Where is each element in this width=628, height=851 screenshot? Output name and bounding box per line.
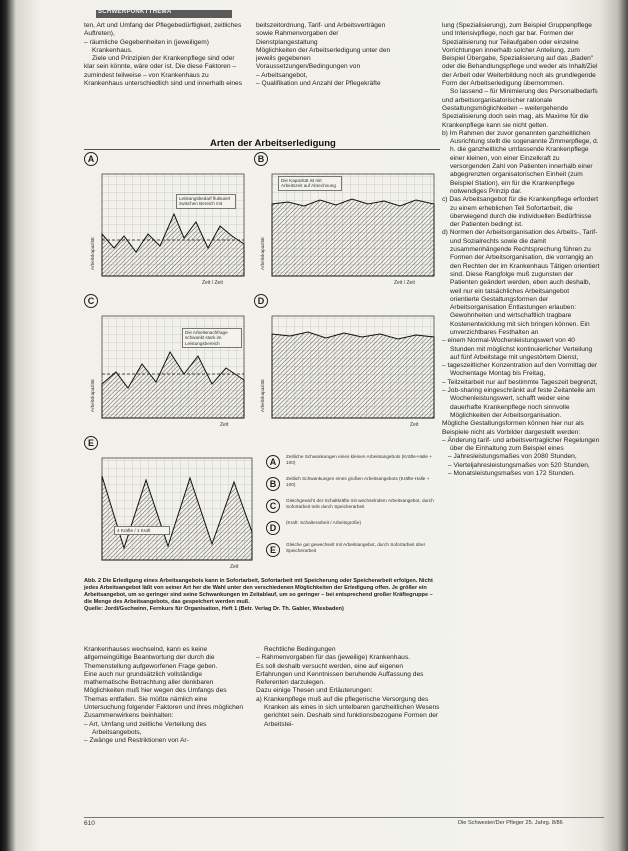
paragraph: b) Im Rahmen der zuvor genannten ganzheitlichen Ausrichtung stellt die sogenannte Zimmerpflege, d. h. die ganzheitliche umfassende Krankenpflege einer kleinen, von einer Einzelkraft zu versorgenden Zahl von Patienten innerhalb einer abgegrenzten organisatorischen Einheit (zum Beispiel Station), ein für die Krankenpflege notwendiges Prinzip dar. (442, 129, 599, 195)
panel-letter-c: C (84, 294, 98, 308)
panel-letter-e: E (84, 436, 98, 450)
panel-e-graph (84, 436, 260, 574)
paragraph: a) Krankenpflege muß auf die pflegerische Versorgung des Kranken als eines in sich untelbaren ganzheitlichen Wesens gerichtet sein. Deshalb sind funktionsbezogene Formen der Arbeitstei- (256, 695, 440, 728)
paragraph: – Jahresleistungsmaßes von 2080 Stunden, (448, 453, 577, 461)
paragraph: – Monatsleistungsmaßes von 172 Stunden. (448, 470, 575, 478)
panel-e-note: 4 Kräfte / 1 Kraft (114, 526, 170, 535)
legend-row-e (262, 540, 440, 562)
figure-legend (262, 452, 440, 562)
panel-c-graph (84, 294, 252, 432)
legend-row-b (262, 474, 440, 496)
paragraph: – Qualifikation und Anzahl der Pflegekräfte (256, 80, 381, 88)
paragraph: c) Das Arbeitsangebot für die Krankenpflege erfordert zu einem erheblichen Teil Sofortarbeit, die überwiegend durch die individuellen Bedürfnisse der Patienten bedingt ist. (442, 196, 599, 229)
panel-c-y-label: Arbeitskapazität (90, 379, 95, 412)
legend-row-d (262, 518, 440, 540)
caption-source: Quelle: Jordi/Gschwinn, Fernkurs für Organisation, Heft 1 (Betr. Verlag Dr. Th. Gabler, Wiesbaden) (84, 606, 344, 612)
paragraph: Ziele und Prinzipien der Krankenpflege sind oder klar sein könnte, wäre oder ist. Die diese Faktoren – zumindest teilweise – von Krankenhaus zu Krankenhaus unterschiedlich sind und innerhalb eines (84, 55, 242, 88)
legend-text: Zeitliche Schwankungen eines kleinen Arbeitsangebots (Kräfte-Halle + 100) (286, 454, 433, 465)
paragraph: Mögliche Gestaltungsformen können hier nur als Beispiele nicht als Vorbilder dargestellt werden: (442, 420, 584, 436)
legend-text: Zeitlich Schwankungen eines großen Arbeitsangebots (Kräfte-Halle + 100) (286, 476, 430, 487)
paragraph: Dazu einige Thesen und Erläuterungen: (256, 687, 373, 695)
paragraph: ten, Art und Umfang der Pflegebedürftigkeit, zeitliches Auftreten), (84, 22, 242, 38)
paragraph: – Rahmenvorgaben für das (jeweilige) Krankenhaus. (256, 654, 410, 662)
panel-b-note: Die Kapazität ist mit Arbeitszeit auf Abrechnung (278, 176, 342, 191)
panel-a-note: Leistungsbedarf fluktuiert zwischen Bereich mit (176, 194, 236, 209)
paragraph: d) Normen der Arbeitsorganisation des Arbeits-, Tarif- und Sozialrechts sowie die damit zusammenhängende Rechtsprechung führen zu Formen der Arbeitsorganisation, die vorrangig an den Rechten der im Krankenhaus Tätigen orientiert sind. Diese Rangfolge muß zugunsten der Patienten geändert werden, eben auch deshalb, weil nur ein tatsächliches Arbeitsangebot orientierte Gestaltungsformen der Arbeitsorganisation Entlastungen erlauben: Gewohnheiten und wirtschaftlich tragbare Kostenentwicklung mit sich bringen können. Ein unverzichtbares Festhalten an (442, 229, 600, 336)
figure-caption (84, 578, 440, 613)
paragraph: – einem Normal-Wochenleistungswert von 40 Stunden mit möglichst kontinuierlicher Verteilung auf fünf Arbeitstage mit ungestörtem Dienst, (442, 337, 593, 361)
panel-letter-d: D (254, 294, 268, 308)
paragraph: – Zwänge und Restriktionen von Ar- (84, 737, 189, 745)
paragraph: – Art, Umfang und zeitliche Verteilung des Arbeitsangebots, (84, 720, 207, 736)
panel-b-y-label: Arbeitskapazität (260, 237, 265, 270)
figure-top-rule (84, 149, 440, 150)
text-column-right (442, 22, 600, 478)
text-column-bottom-left (84, 646, 244, 746)
paragraph: – Vierteljahresleistungsmaßes von 520 Stunden, (448, 461, 590, 469)
text-column-top-middle (256, 22, 398, 88)
paragraph: Rechtliche Bedingungen (264, 646, 336, 653)
panel-a-graph (84, 152, 252, 290)
panel-a (84, 152, 252, 290)
legend-text: Gleiche gut gewechselt mit Arbeitsangebot, durch Sofortarbeit über Speicherarbeit (286, 542, 426, 553)
journal-footer: Die Schwester/Der Pfleger 25. Jahrg. 8/86 (458, 820, 563, 826)
panel-d-x-label: Zeit (410, 422, 419, 428)
page-number: 610 (84, 820, 95, 827)
paragraph: beitszeitordnung, Tarif- und Arbeitsverträgen sowie Rahmenvorgaben der Dienstplangestaltung (256, 22, 386, 46)
paragraph: – tageszeitlicher Konzentration auf den Vormittag der Wochentage Montag bis Freitag, (442, 362, 598, 378)
text-column-bottom-middle (256, 646, 440, 729)
section-header-label: SCHWERPUNKTTHEMA (98, 9, 172, 15)
legend-letter: D (266, 521, 280, 535)
panel-letter-b: B (254, 152, 268, 166)
legend-letter: B (266, 477, 280, 491)
panel-e (84, 436, 260, 574)
panel-a-y-label: Arbeitskapazität (90, 237, 95, 270)
paragraph: Möglichkeiten der Arbeitserledigung unter den jeweils gegebenen Voraussetzungen/Bedingungen von (256, 46, 391, 71)
panel-e-x-label: Zeit (230, 564, 239, 570)
panel-c-x-label: Zeit (220, 422, 229, 428)
panel-d (254, 294, 442, 432)
legend-text: (Kraft: Schalterarbeit / Arbeitsgröße) (286, 520, 362, 525)
paragraph: – Arbeitsangebot, (256, 71, 308, 79)
paragraph: – Änderung tarif- und arbeitsvertraglicher Regelungen über die Einhaltung zum Beispiel eines (442, 436, 600, 453)
panel-d-y-label: Arbeitskapazität (260, 379, 265, 412)
panel-letter-a: A (84, 152, 98, 166)
legend-row-c (262, 496, 440, 518)
paragraph: – räumliche Gegebenheiten in (jeweiligem) Krankenhaus. (84, 38, 209, 54)
panel-c-note: Die Arbeitsnachfrage schwankt stark im Leistungsbereich (182, 328, 242, 348)
paragraph: So lassend – für Minimierung des Personalbedarfs und arbeitsorganisatorischer rationale Gestaltungsmöglichkeiten – weitergehende Spezialisierung doch sein mag, als Maxime für die Krankenpflege kann sie nicht gelten. (442, 88, 598, 129)
panel-b (254, 152, 442, 290)
footer-rule (84, 817, 604, 818)
paragraph: lung (Spezialisierung), zum Beispiel Gruppenpflege und Intensivpflege, noch gar bar. Formen der Spezialisierung nur Teilaufgaben oder einzelne Vorrichtungen innerhalb solcher Anteilung, zum Beispiel Übergabe, Spezialisierung auf das „Baden" oder die Behandlungspflege und weder als Inhalt/Ziel der Arbeit oder Weiterbildung noch als grundlegende Form der Arbeitserledigung übernommen. (442, 22, 598, 88)
text-column-top-left (84, 22, 244, 88)
paragraph: Eine auch nur grundsätzlich vollständige mathematische Betrachtung aller denkbaren Möglichkeiten muß hier wegen des Umfangs des Themas entfallen. Sie müßte nämlich eine Untersuchung folgender Faktoren und ihres möglichen Zusammenwirkens beinhalten: (84, 670, 244, 720)
legend-letter: A (266, 455, 280, 469)
legend-row-a (262, 452, 440, 474)
paragraph: – Teilzeitarbeit nur auf bestimmte Tageszeit begrenzt, (442, 378, 598, 386)
caption-text: Abb. 2 Die Erledigung eines Arbeitsangebots kann in Sofortarbeit, Sofortarbeit mit Speicherung oder Speicherarbeit erfolgen. Nicht jedes Arbeitsangebot läßt von seiner Art her die Wahl unter den verschiedenen Möglichkeiten der Erledigung offen. Je größer ein Arbeitsangebot, um so geringer sind seine Schwankungen im Zeitablauf, um so geringer – bei entsprechend großer Kräftegruppe – die Menge des Arbeitsangebots, das gespeichert werden muß. (84, 578, 433, 605)
legend-letter: C (266, 499, 280, 513)
panel-b-x-label: Zeit / Zeit (394, 280, 415, 286)
panel-c (84, 294, 252, 432)
panel-d-graph (254, 294, 442, 432)
legend-text: Gleichgewicht der Schaltkräfte mit wechselndem Arbeitsangebot, durch Sofortarbeit teils durch Speicherarbeit (286, 498, 434, 509)
panel-a-x-label: Zeit / Zeit (202, 280, 223, 286)
legend-letter: E (266, 543, 280, 557)
paragraph: Es soll deshalb versucht werden, eine auf eigenen Erfahrungen und Kenntnissen beruhende Auffassung des Referenten darzulegen. (256, 662, 424, 687)
paragraph: – Job-sharing eingeschränkt auf feste Zeitanteile am Wochenleistungswert, schafft weder eine dauerhafte Krankenpflege noch sinnvolle Möglichkeiten der Arbeitsorganisation. (442, 387, 596, 419)
figure-title: Arten der Arbeitserledigung (210, 138, 336, 149)
panel-b-graph (254, 152, 442, 290)
paragraph: Krankenhauses wechselnd, kann es keine allgemeingültige Beantwortung der durch die Themenstellung aufgeworfenen Frage geben. (84, 646, 218, 670)
